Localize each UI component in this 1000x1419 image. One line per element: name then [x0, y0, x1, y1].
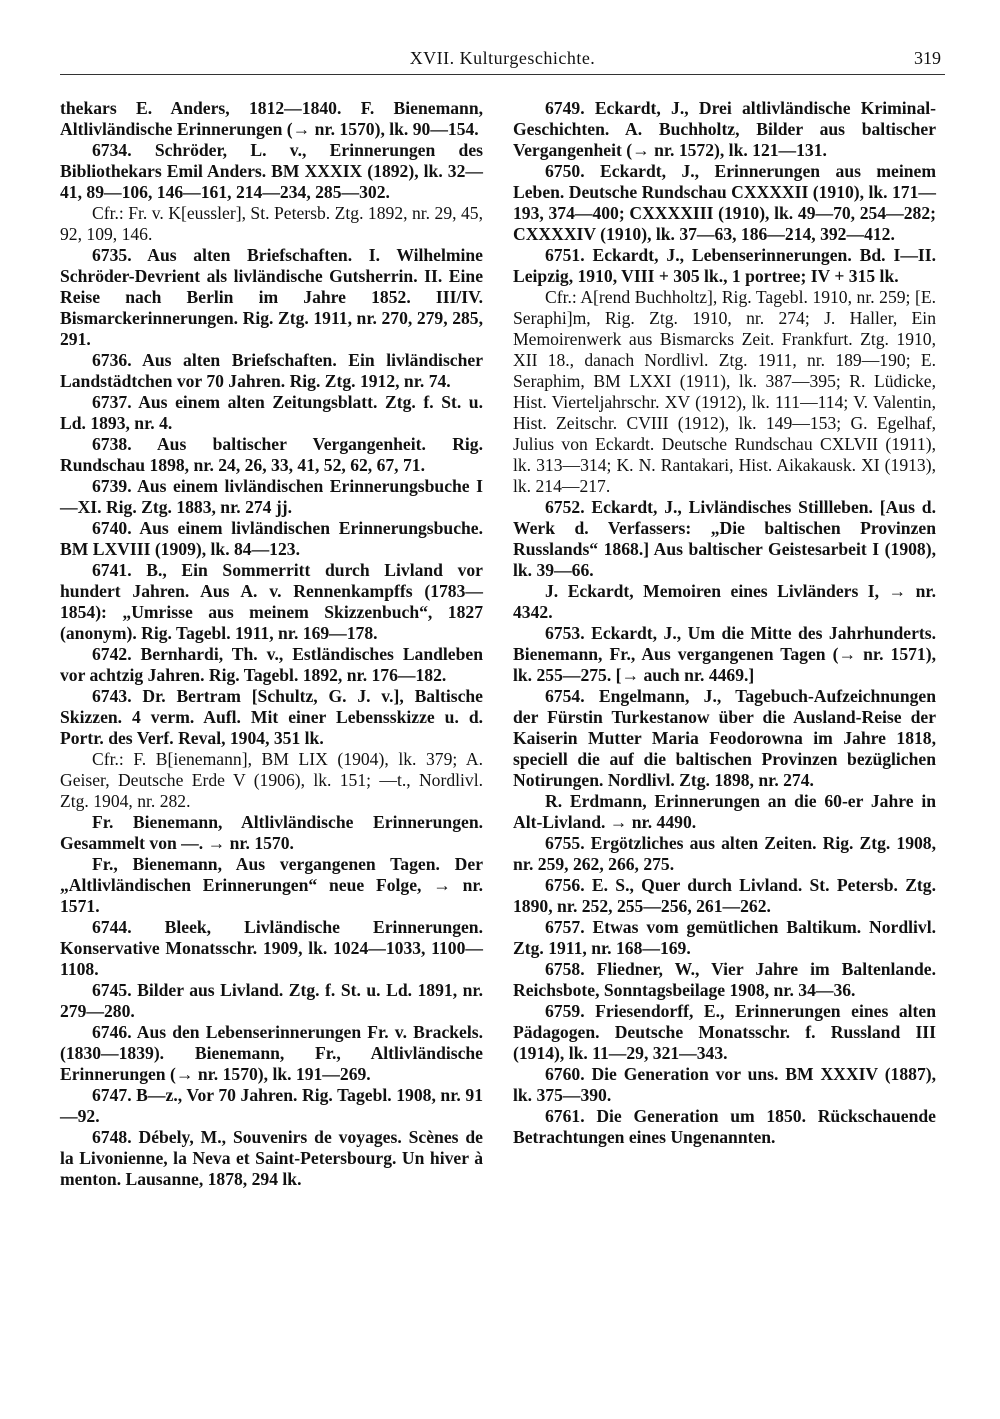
bibliography-entry: thekars E. Anders, 1812—1840. F. Bienemann, Altlivländische Erinnerungen (→ nr. 1570), lk. 90—154.	[60, 98, 483, 139]
bibliography-entry: 6737. Aus einem alten Zeitungsblatt. Ztg. f. St. u. Ld. 1893, nr. 4.	[60, 392, 483, 433]
bibliography-entry: 6761. Die Generation um 1850. Rückschauende Betrachtungen eines Ungenannten.	[513, 1106, 936, 1147]
running-title: XVII. Kulturgeschichte.	[409, 48, 596, 68]
bibliography-entry: Fr., Bienemann, Aus vergangenen Tagen. Der „Altlivländischen Erinnerungen“ neue Folge, → nr. 1571.	[60, 854, 483, 916]
bibliography-entry: J. Eckardt, Memoiren eines Livländers I, → nr. 4342.	[513, 581, 936, 622]
bibliography-entry: 6741. B., Ein Sommerritt durch Livland vor hundert Jahren. Aus A. v. Rennenkampffs (1783—1854): „Umrisse aus meinem Skizzenbuch“, 1827 (anonym). Rig. Tagebl. 1911, nr. 169—178.	[60, 560, 483, 643]
bibliography-entry: 6745. Bilder aus Livland. Ztg. f. St. u. Ld. 1891, nr. 279—280.	[60, 980, 483, 1021]
bibliography-entry: 6755. Ergötzliches aus alten Zeiten. Rig. Ztg. 1908, nr. 259, 262, 266, 275.	[513, 833, 936, 874]
citation-note: Cfr.: F. B[ienemann], BM LIX (1904), lk. 379; A. Geiser, Deutsche Erde V (1906), lk. 151; —t., Nordlivl. Ztg. 1904, nr. 282.	[60, 749, 483, 811]
bibliography-entry: 6740. Aus einem livländischen Erinnerungsbuche. BM LXVIII (1909), lk. 84—123.	[60, 518, 483, 559]
bibliography-entry: 6759. Friesendorff, E., Erinnerungen eines alten Pädagogen. Deutsche Monatsschr. f. Russland III (1914), lk. 11—29, 321—343.	[513, 1001, 936, 1063]
bibliography-entry: 6760. Die Generation vor uns. BM XXXIV (1887), lk. 375—390.	[513, 1064, 936, 1105]
bibliography-entry: 6743. Dr. Bertram [Schultz, G. J. v.], Baltische Skizzen. 4 verm. Aufl. Mit einer Lebensskizze u. d. Portr. des Verf. Reval, 1904, 351 lk.	[60, 686, 483, 748]
bibliography-entry: 6736. Aus alten Briefschaften. Ein livländischer Landstädtchen vor 70 Jahren. Rig. Ztg. 1912, nr. 74.	[60, 350, 483, 391]
bibliography-entry: 6746. Aus den Lebenserinnerungen Fr. v. Brackels. (1830—1839). Bienemann, Fr., Altlivländische Erinnerungen (→ nr. 1570), lk. 191—269.	[60, 1022, 483, 1084]
bibliography-entry: 6751. Eckardt, J., Lebenserinnerungen. Bd. I—II. Leipzig, 1910, VIII + 305 lk., 1 portree; IV + 315 lk.	[513, 245, 936, 286]
bibliography-entry: 6754. Engelmann, J., Tagebuch-Aufzeichnungen der Fürstin Turkestanow über die Ausland-Reise der Kaiserin Mutter Maria Feodorowna im Jahre 1818, speciell die auf die baltischen Provinzen bezüglichen Notirungen. Nordlivl. Ztg. 1898, nr. 274.	[513, 686, 936, 790]
bibliography-entry: 6735. Aus alten Briefschaften. I. Wilhelmine Schröder-Devrient als livländische Gutsherrin. II. Eine Reise nach Berlin im Jahre 1852. III/IV. Bismarckerinnerungen. Rig. Ztg. 1911, nr. 270, 279, 285, 291.	[60, 245, 483, 349]
bibliography-entry: R. Erdmann, Erinnerungen an die 60-er Jahre in Alt-Livland. → nr. 4490.	[513, 791, 936, 832]
bibliography-entry: 6752. Eckardt, J., Livländisches Stillleben. [Aus d. Werk d. Verfassers: „Die baltischen Provinzen Russlands“ 1868.] Aus baltischer Geistesarbeit I (1908), lk. 39—66.	[513, 497, 936, 580]
bibliography-entry: 6756. E. S., Quer durch Livland. St. Petersb. Ztg. 1890, nr. 252, 255—256, 261—262.	[513, 875, 936, 916]
page-header	[60, 44, 945, 75]
bibliography-entry: 6739. Aus einem livländischen Erinnerungsbuche I—XI. Rig. Ztg. 1883, nr. 274 jj.	[60, 476, 483, 517]
bibliography-entry: 6747. B—z., Vor 70 Jahren. Rig. Tagebl. 1908, nr. 91—92.	[60, 1085, 483, 1126]
bibliography-entry: 6734. Schröder, L. v., Erinnerungen des Bibliothekars Emil Anders. BM XXXIX (1892), lk. 32—41, 89—106, 146—161, 214—234, 285—302.	[60, 140, 483, 202]
bibliography-entry: 6738. Aus baltischer Vergangenheit. Rig. Rundschau 1898, nr. 24, 26, 33, 41, 52, 62, 67, 71.	[60, 434, 483, 475]
citation-note: Cfr.: A[rend Buchholtz], Rig. Tagebl. 1910, nr. 259; [E. Seraphi]m, Rig. Ztg. 1910, nr. 274; J. Haller, Ein Memoirenwerk aus Bismarcks Zeit. Frankfurt. Ztg. 1910, XII 18., danach Nordlivl. Ztg. 1911, nr. 189—190; E. Seraphim, BM LXXI (1911), lk. 387—395; R. Lüdicke, Hist. Vierteljahrschr. XV (1912), lk. 111—114; V. Valentin, Hist. Zeitschr. CVIII (1912), lk. 149—153; G. Egelhaf, Julius von Eckardt. Deutsche Rundschau CXLVII (1911), lk. 313—314; K. N. Rantakari, Hist. Aikakausk. XI (1913), lk. 214—217.	[513, 287, 936, 496]
bibliography-entry: 6742. Bernhardi, Th. v., Estländisches Landleben vor achtzig Jahren. Rig. Tagebl. 1892, nr. 176—182.	[60, 644, 483, 685]
bibliography-entry: 6749. Eckardt, J., Drei altlivländische Kriminal-Geschichten. A. Buchholtz, Bilder aus baltischer Vergangenheit (→ nr. 1572), lk. 121—131.	[513, 98, 936, 160]
page-number: 319	[914, 48, 941, 68]
bibliography-entry: 6757. Etwas vom gemütlichen Baltikum. Nordlivl. Ztg. 1911, nr. 168—169.	[513, 917, 936, 958]
left-column	[60, 98, 483, 1190]
right-column	[513, 98, 936, 1148]
bibliography-entry: 6750. Eckardt, J., Erinnerungen aus meinem Leben. Deutsche Rundschau CXXXXII (1910), lk. 171—193, 374—400; CXXXXIII (1910), lk. 49—70, 254—282; CXXXXIV (1910), lk. 37—63, 186—214, 392—412.	[513, 161, 936, 244]
citation-note: Cfr.: Fr. v. K[eussler], St. Petersb. Ztg. 1892, nr. 29, 45, 92, 109, 146.	[60, 203, 483, 244]
bibliography-entry: 6748. Débely, M., Souvenirs de voyages. Scènes de la Livonienne, la Neva et Saint-Petersbourg. Un hiver à menton. Lausanne, 1878, 294 lk.	[60, 1127, 483, 1189]
bibliography-entry: 6753. Eckardt, J., Um die Mitte des Jahrhunderts. Bienemann, Fr., Aus vergangenen Tagen (→ nr. 1571), lk. 255—275. [→ auch nr. 4469.]	[513, 623, 936, 685]
bibliography-entry: 6744. Bleek, Livländische Erinnerungen. Konservative Monatsschr. 1909, lk. 1024—1033, 1100—1108.	[60, 917, 483, 979]
bibliography-entry: Fr. Bienemann, Altlivländische Erinnerungen. Gesammelt von —. → nr. 1570.	[60, 812, 483, 853]
bibliography-entry: 6758. Fliedner, W., Vier Jahre im Baltenlande. Reichsbote, Sonntagsbeilage 1908, nr. 34—36.	[513, 959, 936, 1000]
